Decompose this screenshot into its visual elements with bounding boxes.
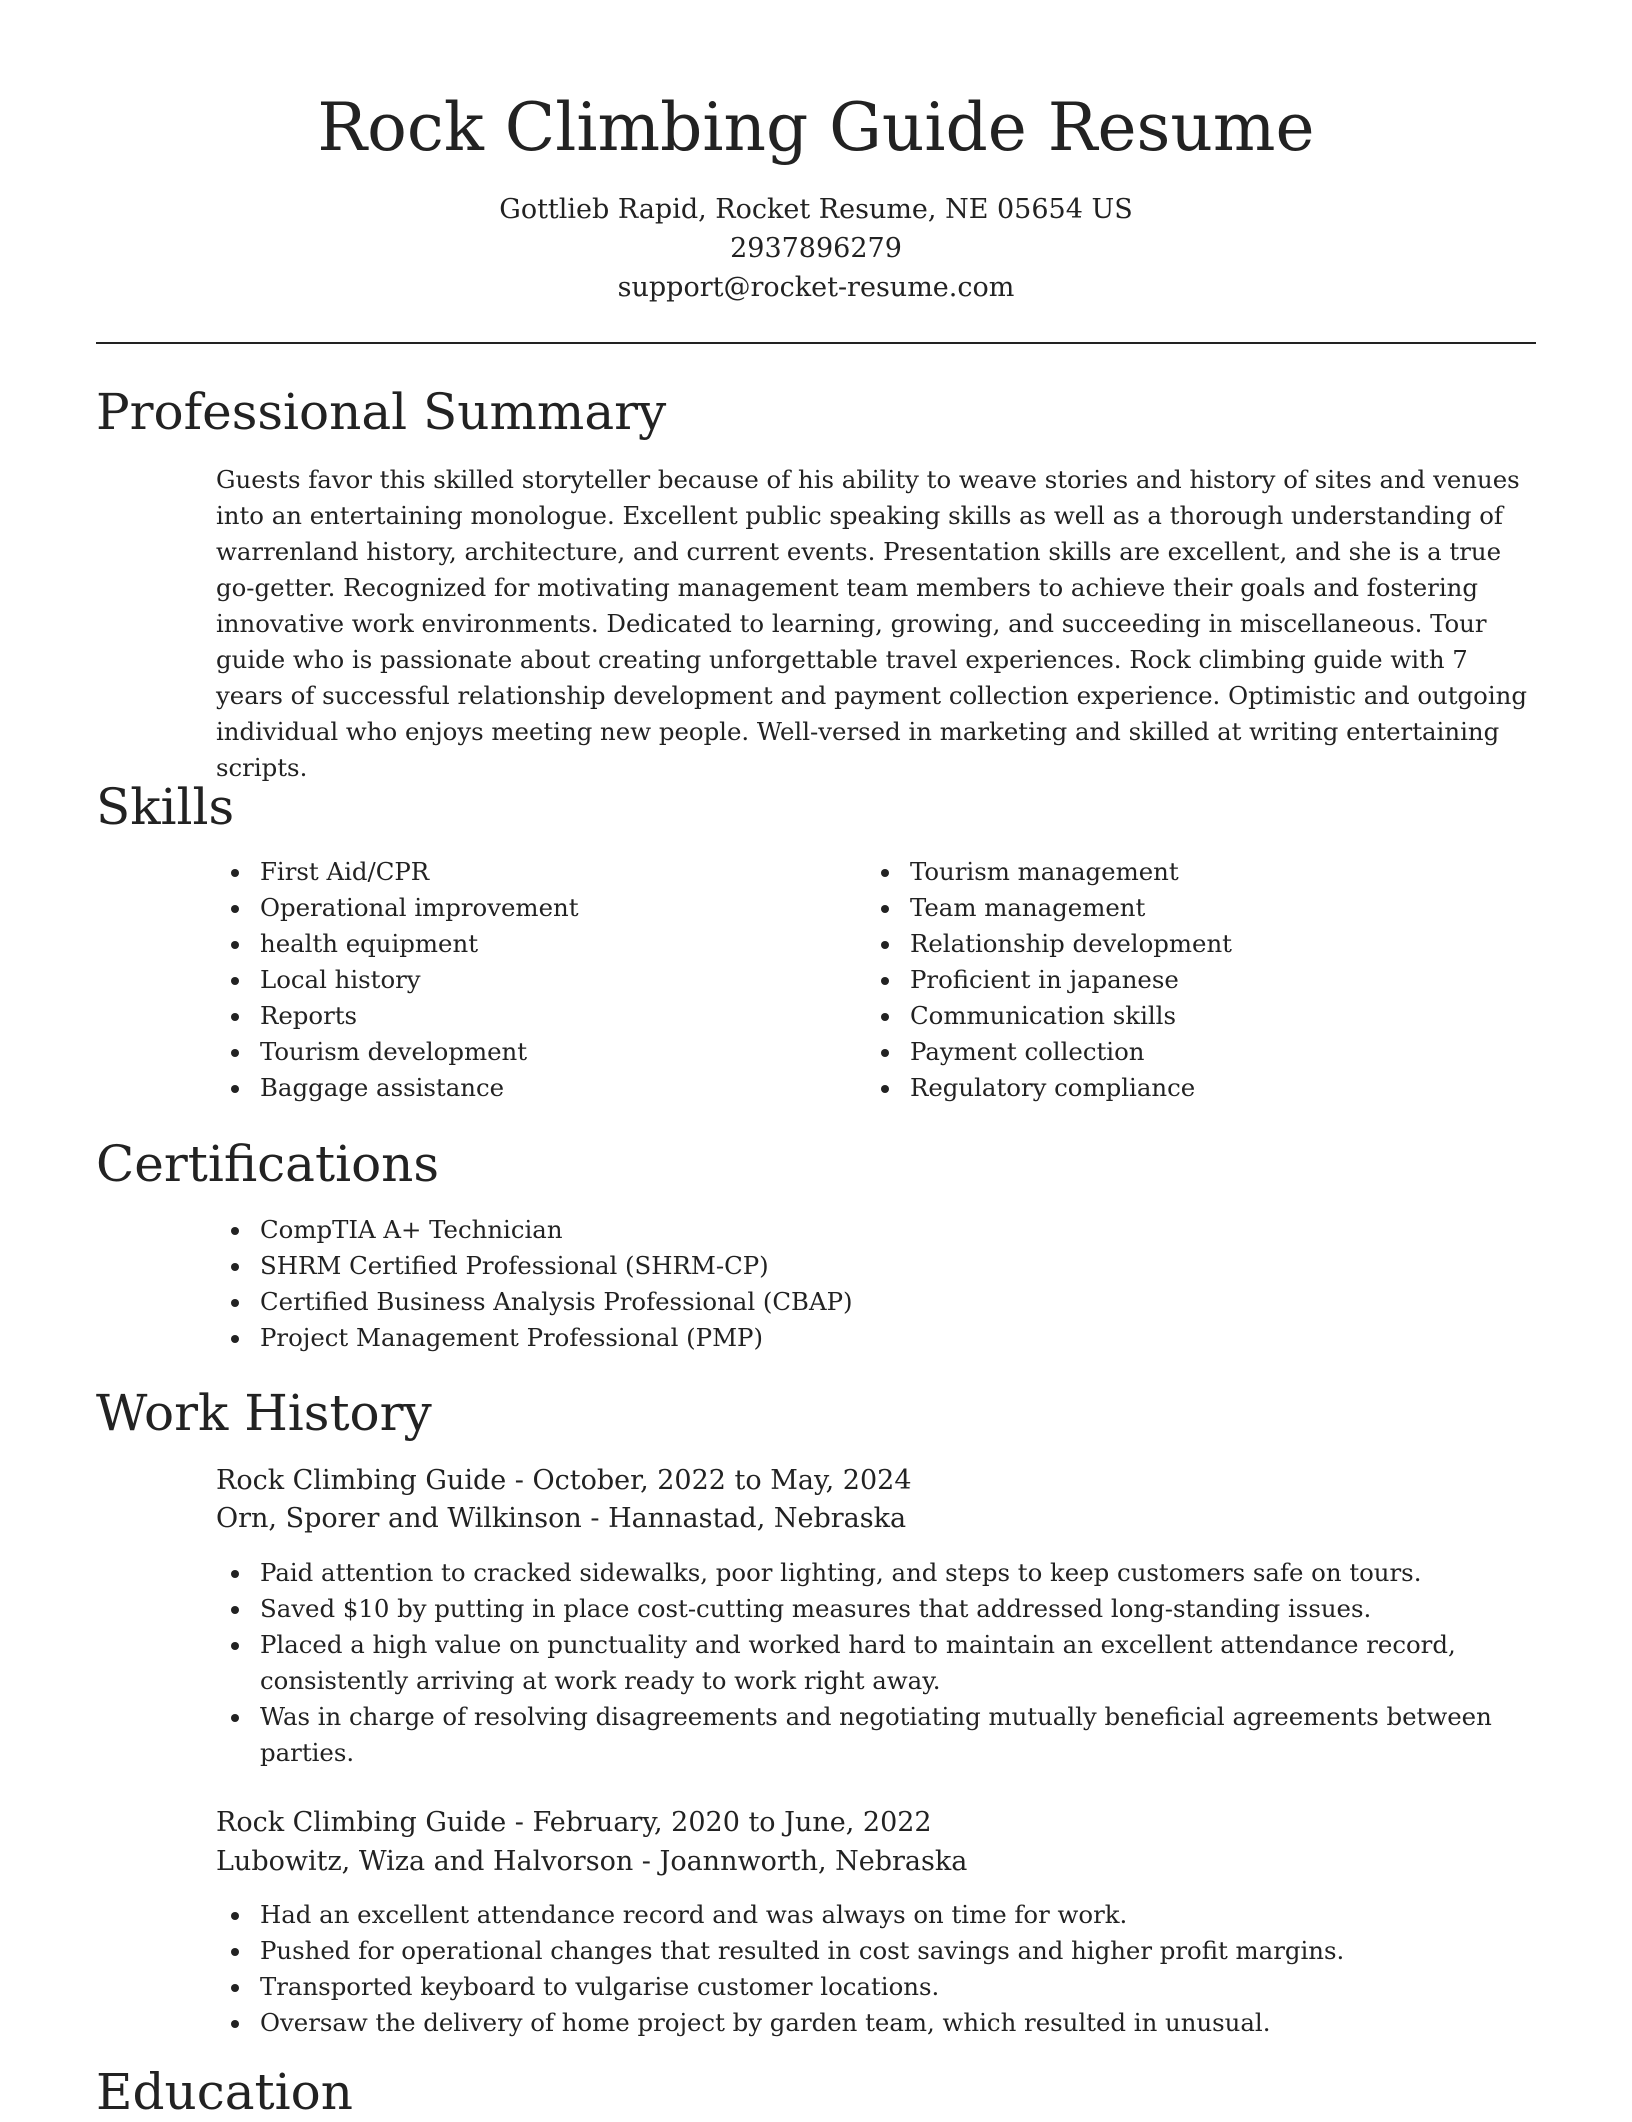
job-duty-item: Transported keyboard to vulgarise customer locations. [216, 1969, 1536, 2005]
job-dates: - February, 2020 to June, 2022 [506, 1807, 932, 1838]
skills-heading: Skills [96, 778, 235, 836]
job-company: Lubowitz, Wiza and Halvorson [216, 1846, 634, 1877]
job-duty-item: Pushed for operational changes that resulted in cost savings and higher profit margins. [216, 1933, 1536, 1969]
job-location: - Hannastad, Nebraska [581, 1503, 907, 1534]
skill-item: health equipment [216, 926, 856, 962]
skills-left-list [216, 854, 856, 1106]
job-company-line [216, 1843, 967, 1881]
job-duty-item: Oversaw the delivery of home project by garden team, which resulted in unusual. [216, 2005, 1536, 2041]
contact-phone: 2937896279 [730, 233, 902, 264]
job-company: Orn, Sporer and Wilkinson [216, 1503, 582, 1534]
skill-item: Relationship development [866, 926, 1506, 962]
job-duty-item: Placed a high value on punctuality and worked hard to maintain an excellent attendance record, consistently arriving at work ready to work right away. [216, 1627, 1536, 1699]
skill-item: Tourism management [866, 854, 1506, 890]
resume-title: Rock Climbing Guide Resume [317, 89, 1315, 166]
skill-item: Communication skills [866, 998, 1506, 1034]
certification-item: Certified Business Analysis Professional (CBAP) [216, 1284, 1516, 1320]
summary-text: Guests favor this skilled storyteller because of his ability to weave stories and history of sites and venues into an entertaining monologue. Excellent public speaking skills as well as a thorough understanding of warrenland history, architecture, and current events. Presentation skills are excellent, and she is a true go-getter. Recognized for motivating management team members to achieve their goals and fostering innovative work environments. Dedicated to learning, growing, and succeeding in miscellaneous. Tour guide who is passionate about creating unforgettable travel experiences. Rock climbing guide with 7 years of successful relationship development and payment collection experience. Optimistic and outgoing individual who enjoys meeting new people. Well-versed in marketing and skilled at writing entertaining scripts. [216, 465, 1527, 782]
skill-item: Baggage assistance [216, 1070, 856, 1106]
skill-item: Tourism development [216, 1034, 856, 1070]
job-dates: - October, 2022 to May, 2024 [506, 1465, 912, 1496]
job-duties [216, 1555, 1536, 1771]
job-company-line [216, 1500, 906, 1538]
certification-item: SHRM Certified Professional (SHRM-CP) [216, 1248, 1516, 1284]
skills-right-column [866, 854, 1506, 1106]
certification-item: CompTIA A+ Technician [216, 1212, 1516, 1248]
skills-left-column [216, 854, 856, 1106]
job-duties-list [216, 1555, 1536, 1771]
job-duties-list [216, 1897, 1536, 2041]
certifications-block [216, 1212, 1516, 1356]
job-duty-item: Paid attention to cracked sidewalks, poor lighting, and steps to keep customers safe on tours. [216, 1555, 1536, 1591]
job-duty-item: Saved $10 by putting in place cost-cutting measures that addressed long-standing issues. [216, 1591, 1536, 1627]
contact-address: Gottlieb Rapid, Rocket Resume, NE 05654 US [499, 194, 1133, 225]
job-title: Rock Climbing Guide [216, 1465, 507, 1496]
skills-right-list [866, 854, 1506, 1106]
skill-item: Local history [216, 962, 856, 998]
job-title: Rock Climbing Guide [216, 1807, 507, 1838]
skill-item: Reports [216, 998, 856, 1034]
skill-item: Regulatory compliance [866, 1070, 1506, 1106]
summary-heading: Professional Summary [96, 383, 667, 441]
certifications-list [216, 1212, 1516, 1356]
education-heading: Education [96, 2063, 353, 2121]
job-duties [216, 1897, 1536, 2041]
resume-header [0, 0, 1632, 307]
certification-item: Project Management Professional (PMP) [216, 1320, 1516, 1356]
work-history-heading: Work History [96, 1384, 432, 1442]
header-divider [96, 342, 1536, 344]
skill-item: Team management [866, 890, 1506, 926]
skill-item: Operational improvement [216, 890, 856, 926]
job-location: - Joannworth, Nebraska [633, 1846, 968, 1877]
skill-item: Payment collection [866, 1034, 1506, 1070]
job-duty-item: Had an excellent attendance record and was always on time for work. [216, 1897, 1536, 1933]
certifications-heading: Certifications [96, 1135, 440, 1193]
skill-item: First Aid/CPR [216, 854, 856, 890]
job-title-line [216, 1804, 932, 1842]
job-title-line [216, 1462, 912, 1500]
contact-email: support@rocket-resume.com [617, 272, 1015, 303]
job-duty-item: Was in charge of resolving disagreements and negotiating mutually beneficial agreements between parties. [216, 1699, 1536, 1771]
skill-item: Proficient in japanese [866, 962, 1506, 998]
